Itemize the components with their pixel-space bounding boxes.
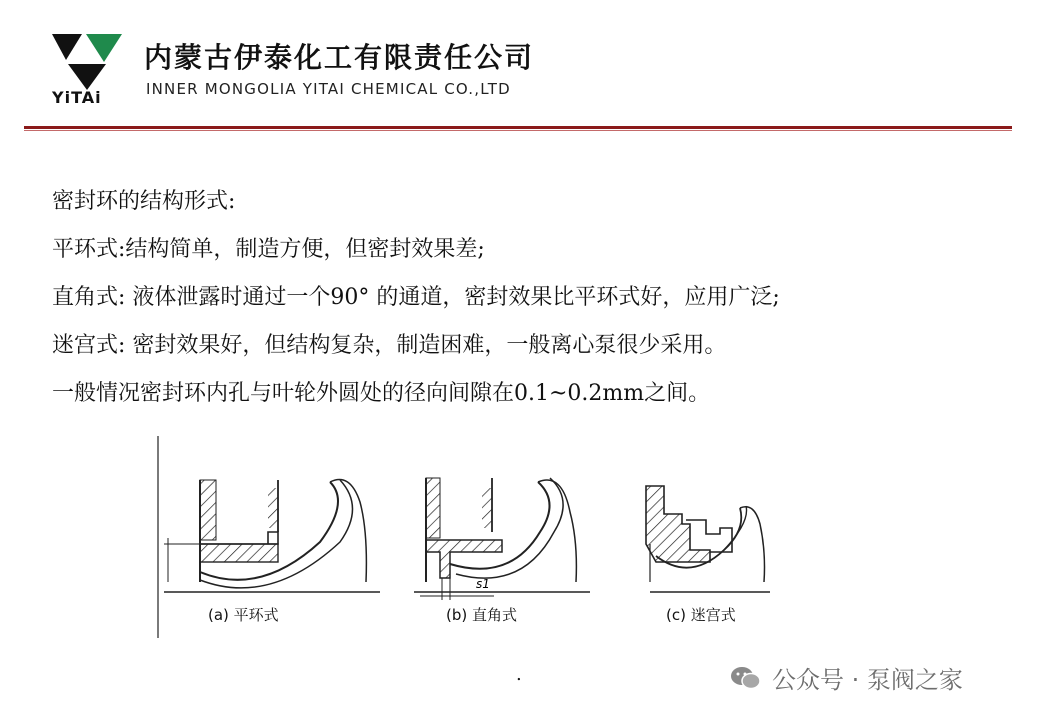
seal-ring-figure — [150, 432, 790, 642]
company-name-cn: 内蒙古伊泰化工有限责任公司 — [144, 41, 535, 74]
logo-text: YiTAi — [52, 88, 102, 107]
body-text — [52, 178, 1012, 418]
right-angle-drawing — [414, 478, 590, 600]
text-line-flat-ring: 平环式:结构简单，制造方便，但密封效果差; — [52, 237, 485, 262]
watermark-text: 公众号 · 泵阀之家 — [772, 666, 963, 694]
company-name-en: INNER MONGOLIA YITAI CHEMICAL CO.,LTD — [146, 80, 511, 98]
figure-label-c: (c) 迷宫式 — [666, 606, 736, 624]
labyrinth-drawing — [646, 486, 770, 592]
text-line-heading: 密封环的结构形式: — [52, 189, 236, 214]
header-rule-thin — [24, 130, 1012, 131]
text-line-right-angle: 直角式: 液体泄露时通过一个90° 的通道，密封效果比平环式好，应用广泛; — [52, 285, 780, 310]
watermark — [730, 660, 963, 695]
text-line-clearance: 一般情况密封环内孔与叶轮外圆处的径向间隙在0.1~0.2mm之间。 — [52, 381, 711, 406]
header-rule — [24, 126, 1012, 129]
figure-label-a: (a) 平环式 — [208, 606, 279, 624]
dim-s1-label: s1 — [476, 577, 490, 591]
wechat-icon — [730, 664, 762, 692]
page-dot: . — [516, 664, 522, 685]
figure-label-b: (b) 直角式 — [446, 606, 517, 624]
text-line-labyrinth: 迷宫式: 密封效果好，但结构复杂，制造困难，一般离心泵很少采用。 — [52, 333, 727, 358]
flat-ring-drawing — [164, 480, 380, 593]
